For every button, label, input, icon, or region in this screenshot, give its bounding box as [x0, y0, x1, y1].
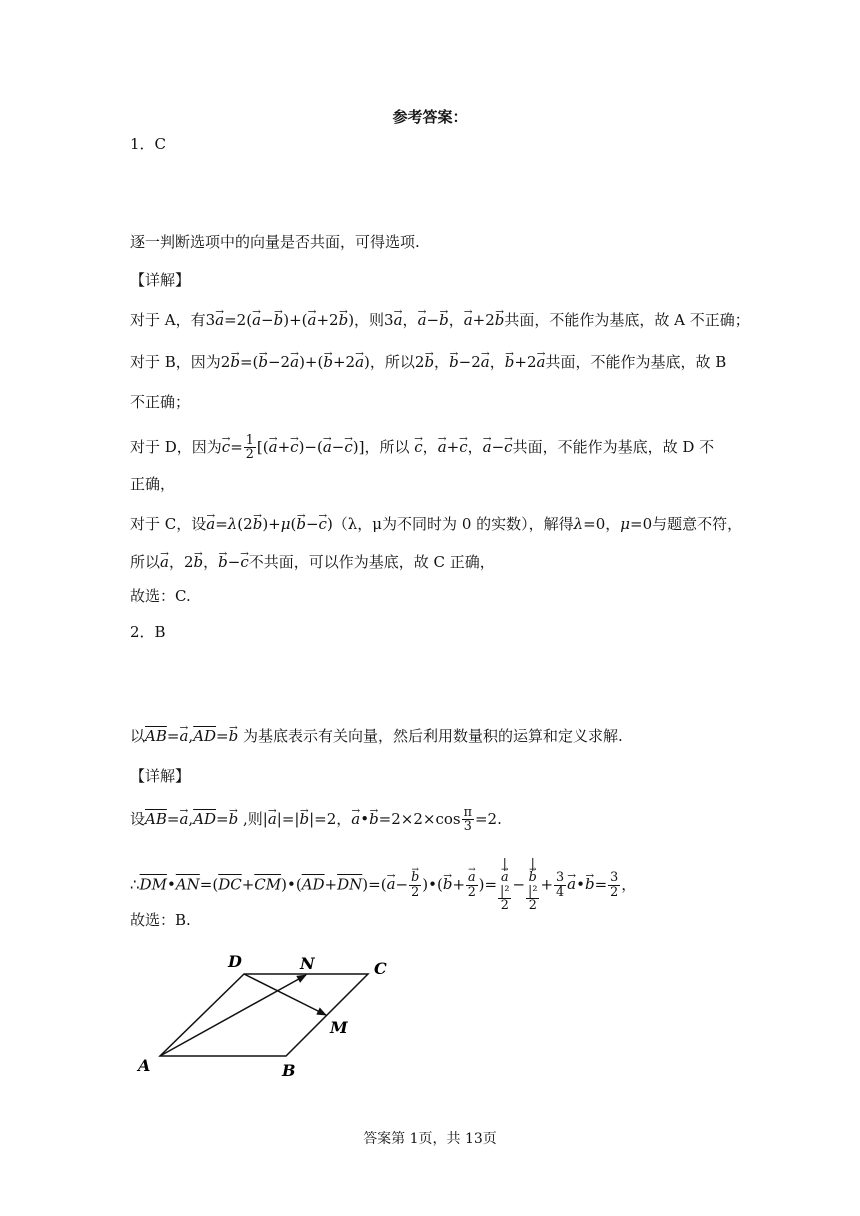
- label-c: C: [374, 959, 387, 978]
- vector-dm: [244, 974, 326, 1015]
- label-d: D: [228, 952, 242, 971]
- q1-line-d: 对于 D，因为→ c= $\frac{1}{2}$ [(→ a+→ c)−(→ a−→ c)]，所以 → c，→ a+→ c，→ a−→ c共面，不能作为基底，故 D 不: [130, 434, 714, 462]
- q1-line-c2: 所以→ a，2→ b，→ b−→ c不共面，可以作为基底，故 C 正确，: [130, 552, 495, 572]
- conclusion-1: 故选：C.: [130, 587, 191, 605]
- page-footer: 答案第 1页，共 13页: [363, 1131, 497, 1147]
- answer-2: 2．B: [130, 623, 166, 641]
- parallelogram-figure: [120, 940, 410, 1090]
- analysis-1: 逐一判断选项中的向量是否共面，可得选项.: [130, 233, 420, 251]
- parallelogram-outline: [160, 974, 368, 1056]
- conclusion-2: 故选：B.: [130, 911, 191, 929]
- detail-header-1: 【详解】: [130, 271, 191, 289]
- vector-an: [160, 975, 306, 1056]
- q1-line-a: 对于 A，有3→ a=2(→ a−→ b)+(→ a+2→ b)，则3→ a，→ a−→ b，→ a+2→ b共面，不能作为基底，故 A 不正确；: [130, 310, 750, 330]
- label-a: A: [138, 1056, 151, 1075]
- detail-header-2: 【详解】: [130, 767, 191, 785]
- label-m: M: [330, 1018, 348, 1037]
- q1-line-d-cont: 正确，: [130, 475, 176, 493]
- page-title: 参考答案：: [392, 108, 468, 126]
- q2-line-1: 设$\overline{AB}=\to a,\overline{AD}=\to b$ ,则|→ a|=|→ b|=2，→ a•→ b=2×2×cos $\frac{\pi}{3}$ =2.: [130, 806, 502, 834]
- answer-1: 1．C: [130, 135, 167, 153]
- q2-line-2: $\therefore\overline{DM}•\overline{AN}=(\overline{DC}+\overline{CM})•(\overline{AD}+\overline{DN})=(\to a-$ → $\frac{b}{2}$ )•(→ b+ → $\frac{a}{2}$ )= | → a |² 2 − | → b |² 2 + $\frac{3}{4}$ → a•→ b= $\frac{3}{2}$ ，: [130, 858, 636, 913]
- analysis-2: 以$\overline{AB}=\to a,\overline{AD}=\to b$ 为基底表示有关向量，然后利用数量积的运算和定义求解.: [130, 726, 623, 746]
- q1-line-b: 对于 B，因为2→ b=(→ b−2→ a)+(→ b+2→ a)，所以2→ b，→ b−2→ a，→ b+2→ a共面，不能作为基底，故 B: [130, 352, 726, 372]
- q1-line-b-cont: 不正确；: [130, 393, 191, 411]
- label-b: B: [282, 1061, 296, 1080]
- label-n: N: [300, 954, 315, 973]
- q1-line-c: 对于 C，设→ a=λ(2→ b)+μ(→ b−→ c)（λ，μ为不同时为 0 的实数），解得λ=0，μ=0与题意不符，: [130, 514, 742, 534]
